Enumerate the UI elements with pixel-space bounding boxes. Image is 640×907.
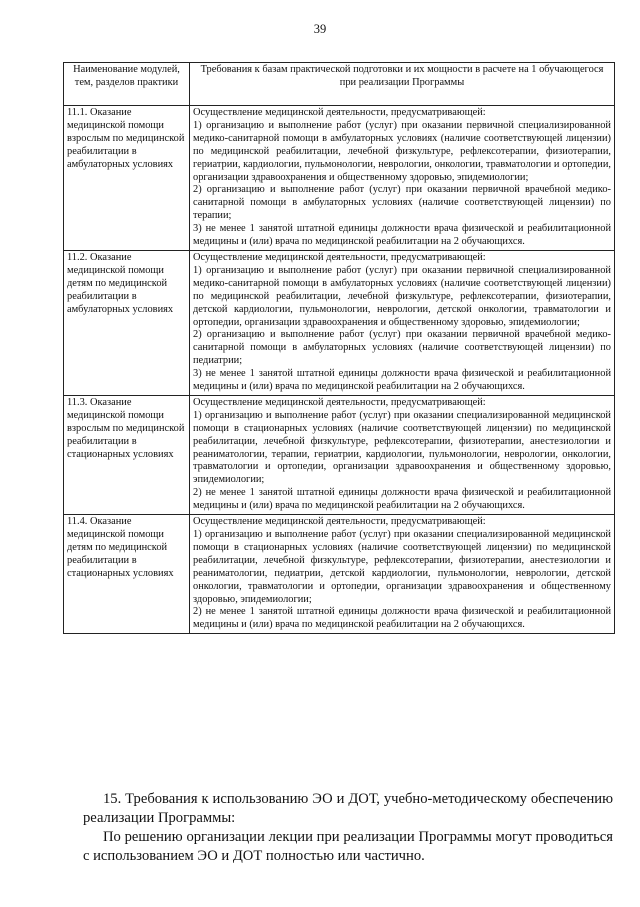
section-15 [83, 790, 613, 866]
requirement-item: 1) организацию и выполнение работ (услуг) при оказании специализированной медицинской помощи в стационарных условиях (наличие соответствующей лицензии) по медицинской реабилитации, лечебной физкультуре, рефлексотерапии, физиотерапии, анестезиологии и реаниматологии, терапии, гериатрии, кардиологии, пульмонологии, неврологии, онкологии, травматологии и ортопедии, организации здравоохранения и общественному здоровью, эпидемиологии; [193, 409, 611, 486]
table-row [64, 250, 615, 395]
page-number: 39 [313, 22, 327, 36]
section-heading: 15. Требования к использованию ЭО и ДОТ, учебно-методическому обеспечению реализации Программы: [83, 791, 613, 826]
requirement-item: 2) не менее 1 занятой штатной единицы должности врача физической и реабилитационной медицины и (или) врача по медицинской реабилитации на 2 обучающихся. [193, 606, 611, 631]
requirements-cell [190, 515, 615, 634]
requirements-table [63, 62, 615, 634]
module-cell: 11.2. Оказание медицинской помощи детям по медицинской реабилитации в амбулаторных условиях [64, 250, 190, 395]
table-row [64, 515, 615, 634]
requirement-item: 2) не менее 1 занятой штатной единицы должности врача физической и реабилитационной медицины и (или) врача по медицинской реабилитации на 2 обучающихся. [193, 487, 611, 512]
requirement-item: 2) организацию и выполнение работ (услуг) при оказании первичной врачебной медико-санитарной помощи в амбулаторных условиях (наличие соответствующей лицензии) по терапии; [193, 184, 611, 222]
header-requirements: Требования к базам практической подготовки и их мощности в расчете на 1 обучающегося при реализации Программы [190, 63, 615, 106]
module-cell: 11.1. Оказание медицинской помощи взрослым по медицинской реабилитации в амбулаторных условиях [64, 106, 190, 251]
requirement-item: 2) организацию и выполнение работ (услуг) при оказании первичной врачебной медико-санитарной помощи в амбулаторных условиях (наличие соответствующей лицензии) по педиатрии; [193, 329, 611, 367]
header-modules: Наименование модулей, тем, разделов практики [64, 63, 190, 106]
requirement-item: Осуществление медицинской деятельности, предусматривающей: [193, 396, 486, 408]
requirements-cell [190, 106, 615, 251]
requirement-item: 1) организацию и выполнение работ (услуг) при оказании специализированной медицинской помощи в стационарных условиях (наличие соответствующей лицензии) по медицинской реабилитации, лечебной физкультуре, рефлексотерапии, физиотерапии, анестезиологии и реаниматологии, педиатрии, детской кардиологии, пульмонологии, неврологии, детской онкологии, травматологии и ортопедии, организации здравоохранения и общественному здоровью, эпидемиологии; [193, 529, 611, 605]
table-row [64, 395, 615, 514]
requirement-item: Осуществление медицинской деятельности, предусматривающей: [193, 516, 486, 528]
requirement-item: 3) не менее 1 занятой штатной единицы должности врача физической и реабилитационной медицины и (или) врача по медицинской реабилитации на 2 обучающихся. [193, 368, 611, 393]
requirements-cell [190, 395, 615, 514]
requirement-item: 3) не менее 1 занятой штатной единицы должности врача физической и реабилитационной медицины и (или) врача по медицинской реабилитации на 2 обучающихся. [193, 223, 611, 248]
requirement-item: Осуществление медицинской деятельности, предусматривающей: [193, 107, 486, 118]
requirement-item: Осуществление медицинской деятельности, предусматривающей: [193, 251, 486, 263]
module-cell: 11.3. Оказание медицинской помощи взрослым по медицинской реабилитации в стационарных условиях [64, 395, 190, 514]
module-cell: 11.4. Оказание медицинской помощи детям по медицинской реабилитации в стационарных условиях [64, 515, 190, 634]
table-header-row [64, 63, 615, 106]
table-row [64, 106, 615, 251]
requirement-item: 1) организацию и выполнение работ (услуг) при оказании первичной специализированной медико-санитарной помощи в амбулаторных условиях (наличие соответствующей лицензии) по медицинской реабилитации, лечебной физкультуре, рефлексотерапии, физиотерапии, гериатрии, кардиологии, пульмонологии, неврологии, онкологии, травматологии и ортопедии, организации здравоохранения и общественному здоровью, эпидемиологии; [193, 119, 611, 183]
requirements-cell [190, 250, 615, 395]
section-paragraph: По решению организации лекции при реализации Программы могут проводиться с использованием ЭО и ДОТ полностью или частично. [83, 829, 613, 864]
requirement-item: 1) организацию и выполнение работ (услуг) при оказании первичной специализированной медико-санитарной помощи в амбулаторных условиях (наличие соответствующей лицензии) по медицинской реабилитации, лечебной физкультуре, рефлексотерапии, физиотерапии, детской кардиологии, пульмонологии, неврологии, детской онкологии, травматологии и ортопедии, организации здравоохранения и общественному здоровью, эпидемиологии; [193, 264, 611, 328]
